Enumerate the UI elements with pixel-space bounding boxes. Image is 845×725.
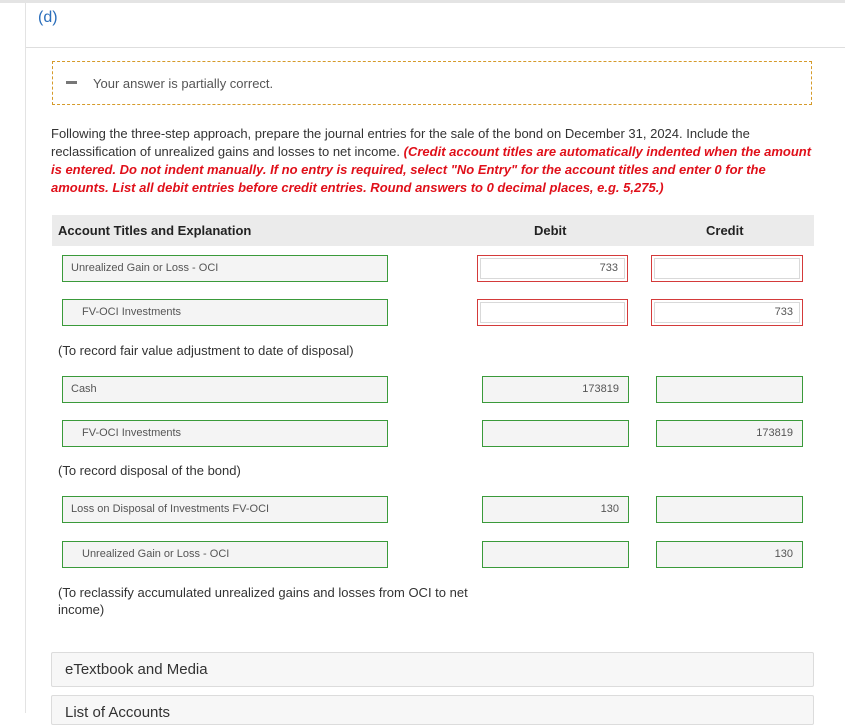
debit-amount-field[interactable]: 173819 bbox=[482, 376, 629, 403]
entry-explanation: (To record disposal of the bond) bbox=[58, 463, 241, 478]
debit-amount-field[interactable]: 733 bbox=[477, 255, 628, 282]
list-of-accounts-section[interactable] bbox=[51, 695, 814, 725]
entry-explanation: (To record fair value adjustment to date of disposal) bbox=[58, 343, 354, 358]
account-title-field[interactable]: FV-OCI Investments bbox=[62, 299, 388, 326]
etextbook-media-label: eTextbook and Media bbox=[65, 661, 208, 678]
instructions-text: Following the three-step approach, prepare the journal entries for the sale of the bond on December 31, 2024. Include the reclassification of unrealized gains and losses to net income. bbox=[51, 126, 750, 159]
credit-amount-field[interactable]: 130 bbox=[656, 541, 803, 568]
feedback-notice bbox=[52, 61, 812, 105]
debit-amount-field[interactable] bbox=[477, 299, 628, 326]
account-title-field[interactable]: FV-OCI Investments bbox=[62, 420, 388, 447]
instructions bbox=[51, 125, 816, 197]
column-header-debit: Debit bbox=[534, 223, 567, 238]
top-border bbox=[0, 0, 845, 3]
account-title-field[interactable]: Loss on Disposal of Investments FV-OCI bbox=[62, 496, 388, 523]
debit-amount-field[interactable] bbox=[482, 541, 629, 568]
entry-explanation: (To reclassify accumulated unrealized gains and losses from OCI to net income) bbox=[58, 585, 468, 617]
credit-amount-field[interactable] bbox=[656, 376, 803, 403]
debit-amount-field[interactable]: 130 bbox=[482, 496, 629, 523]
partial-correct-icon bbox=[66, 81, 77, 84]
credit-amount-field[interactable]: 173819 bbox=[656, 420, 803, 447]
instructions-emphasis: (Credit account titles are automatically indented when the amount is entered. Do not indent manually. If no entry is required, select "No Entry" for the account titles and enter 0 for the amounts. List all debit entries before credit entries. Round answers to 0 decimal places, e.g. 5,275.) bbox=[51, 144, 812, 195]
account-title-field[interactable]: Unrealized Gain or Loss - OCI bbox=[62, 541, 388, 568]
journal-table-header bbox=[52, 215, 814, 246]
credit-amount-field[interactable] bbox=[656, 496, 803, 523]
debit-amount-field[interactable] bbox=[482, 420, 629, 447]
left-border bbox=[25, 3, 26, 713]
list-of-accounts-label: List of Accounts bbox=[65, 704, 171, 721]
credit-amount-field[interactable] bbox=[651, 255, 803, 282]
column-header-account: Account Titles and Explanation bbox=[58, 223, 252, 238]
credit-amount-field[interactable]: 733 bbox=[651, 299, 803, 326]
account-title-field[interactable]: Cash bbox=[62, 376, 388, 403]
column-header-credit: Credit bbox=[706, 223, 744, 238]
feedback-text: Your answer is partially correct. bbox=[93, 76, 274, 91]
part-label: (d) bbox=[38, 9, 58, 26]
header-divider bbox=[26, 47, 845, 48]
account-title-field[interactable]: Unrealized Gain or Loss - OCI bbox=[62, 255, 388, 282]
etextbook-media-section[interactable] bbox=[51, 652, 814, 687]
